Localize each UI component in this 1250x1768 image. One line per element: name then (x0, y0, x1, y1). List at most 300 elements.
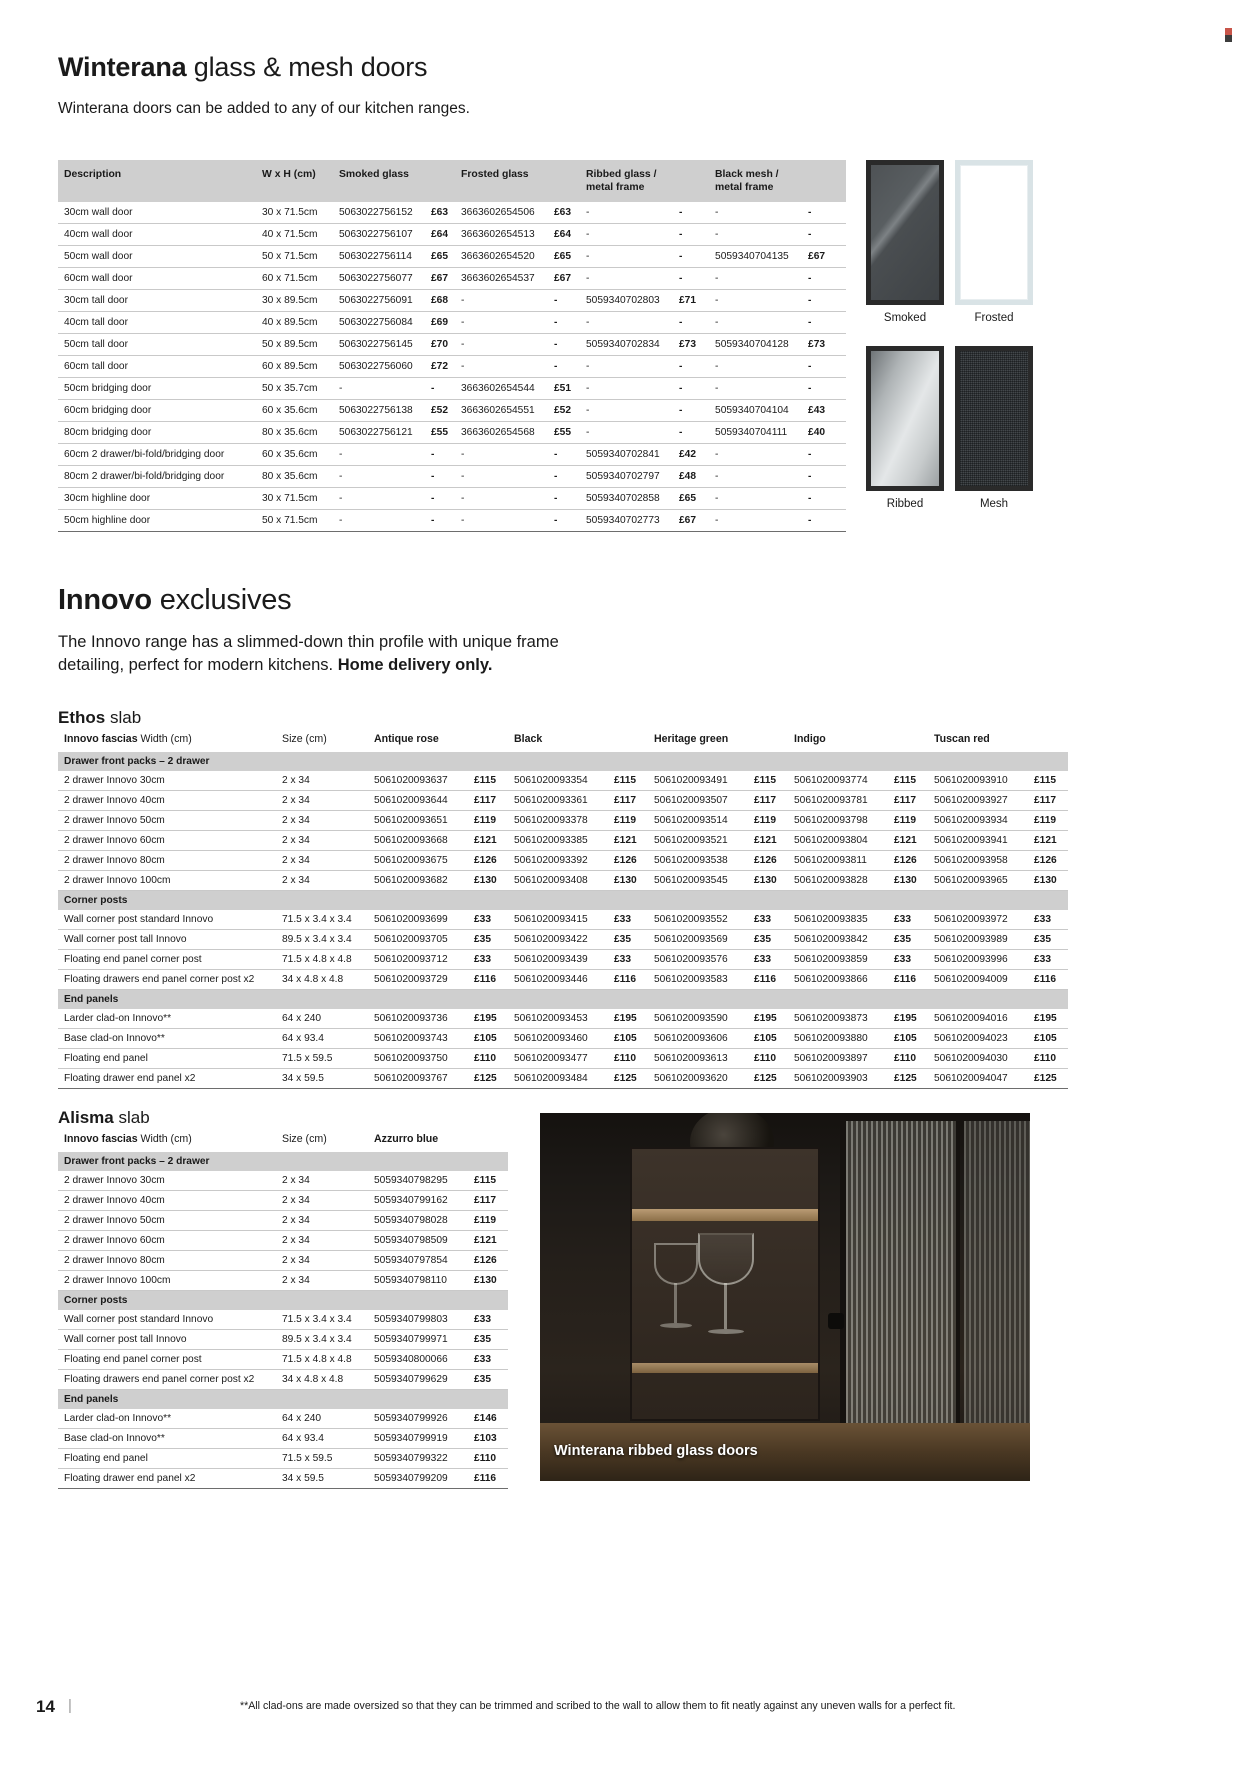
cell-code-1: 5061020093767 (368, 1069, 468, 1089)
cell-size: 71.5 x 59.5 (276, 1449, 368, 1469)
table-row (58, 312, 846, 334)
cell-frosted-code: 3663602654506 (455, 202, 548, 224)
cell-price-4: £117 (888, 791, 928, 811)
cell-price-1: £117 (468, 1191, 508, 1211)
cell-price-5: £117 (1028, 791, 1068, 811)
group-label: End panels (58, 1390, 508, 1410)
cell-smoked-price: £64 (425, 224, 455, 246)
table-row (58, 1029, 1068, 1049)
cell-frosted-code: 3663602654544 (455, 378, 548, 400)
cell-code-2: 5061020093361 (508, 791, 608, 811)
table-row (58, 224, 846, 246)
cell-price-2: £117 (608, 791, 648, 811)
cell-mesh-price: - (802, 510, 846, 532)
cell-price-4: £115 (888, 771, 928, 791)
innovo-heading-bold: Innovo (58, 584, 152, 616)
cell-price-1: £35 (468, 930, 508, 950)
table-row (58, 1251, 508, 1271)
cell-size: 71.5 x 3.4 x 3.4 (276, 1310, 368, 1330)
cell-code-4: 5061020093842 (788, 930, 888, 950)
cell-mesh-price: - (802, 202, 846, 224)
swatch-frosted-label: Frosted (974, 312, 1014, 324)
innovo-subtitle (58, 631, 678, 678)
cell-desc: 30cm highline door (58, 488, 256, 510)
table-group-header (58, 1291, 508, 1311)
ethos-title-bold: Ethos (58, 708, 106, 727)
cell-desc: 2 drawer Innovo 40cm (58, 1191, 276, 1211)
cell-desc: Floating drawer end panel x2 (58, 1069, 276, 1089)
cell-ribbed-price: - (673, 400, 709, 422)
photo-caption: Winterana ribbed glass doors (554, 1443, 758, 1459)
group-label: End panels (58, 990, 1068, 1010)
cell-frosted-price: £63 (548, 202, 580, 224)
table-row (58, 970, 1068, 990)
group-label: Drawer front packs – 2 drawer (58, 752, 1068, 771)
cell-size: 2 x 34 (276, 831, 368, 851)
cell-code-3: 5061020093583 (648, 970, 748, 990)
cell-size: 40 x 71.5cm (256, 224, 333, 246)
table-group-header (58, 1152, 508, 1171)
cell-mesh-code: - (709, 202, 802, 224)
cell-code-3: 5061020093606 (648, 1029, 748, 1049)
cell-mesh-code: - (709, 268, 802, 290)
cell-mesh-code: - (709, 224, 802, 246)
cell-code-4: 5061020093781 (788, 791, 888, 811)
table-row (58, 1370, 508, 1390)
innovo-subtitle-line2b: Home delivery only. (337, 656, 493, 675)
cell-price-3: £116 (748, 970, 788, 990)
cell-ribbed-code: 5059340702841 (580, 444, 673, 466)
cell-mesh-code: 5059340704128 (709, 334, 802, 356)
swatch-ribbed (866, 346, 944, 510)
cell-code-1: 5061020093705 (368, 930, 468, 950)
cell-price-2: £105 (608, 1029, 648, 1049)
cell-size: 2 x 34 (276, 1191, 368, 1211)
cell-price-1: £105 (468, 1029, 508, 1049)
table-row (58, 1049, 1068, 1069)
cell-price-4: £35 (888, 930, 928, 950)
cell-smoked-price: £63 (425, 202, 455, 224)
cell-smoked-code: 5063022756084 (333, 312, 425, 334)
cell-size: 71.5 x 59.5 (276, 1049, 368, 1069)
cell-desc: 80cm 2 drawer/bi-fold/bridging door (58, 466, 256, 488)
table-group-header (58, 1390, 508, 1410)
cell-price-4: £126 (888, 851, 928, 871)
cell-smoked-code: - (333, 466, 425, 488)
cell-smoked-code: - (333, 510, 425, 532)
cell-code-5: 5061020094009 (928, 970, 1028, 990)
cell-ribbed-price: - (673, 422, 709, 444)
cell-code-1: 5059340799803 (368, 1310, 468, 1330)
cell-desc: Floating end panel corner post (58, 1350, 276, 1370)
cell-code-2: 5061020093439 (508, 950, 608, 970)
cell-smoked-price: £52 (425, 400, 455, 422)
cell-price-1: £119 (468, 1211, 508, 1231)
cell-size: 60 x 35.6cm (256, 400, 333, 422)
col-description: Description (58, 160, 256, 202)
cell-mesh-price: £73 (802, 334, 846, 356)
cell-smoked-code: 5063022756077 (333, 268, 425, 290)
cell-ribbed-code: - (580, 356, 673, 378)
cell-code-2: 5061020093446 (508, 970, 608, 990)
cell-code-1: 5061020093743 (368, 1029, 468, 1049)
cell-price-4: £125 (888, 1069, 928, 1089)
winterana-table (58, 160, 846, 532)
cell-frosted-code: - (455, 334, 548, 356)
cell-smoked-code: 5063022756114 (333, 246, 425, 268)
table-row (58, 1009, 1068, 1029)
cell-desc: 50cm bridging door (58, 378, 256, 400)
cell-code-1: 5059340797854 (368, 1251, 468, 1271)
cell-desc: 2 drawer Innovo 80cm (58, 1251, 276, 1271)
table-row (58, 1350, 508, 1370)
cell-price-1: £110 (468, 1049, 508, 1069)
ethos-col-black: Black (508, 730, 648, 752)
cell-code-5: 5061020093910 (928, 771, 1028, 791)
table-row (58, 1171, 508, 1191)
cell-price-1: £33 (468, 950, 508, 970)
innovo-subtitle-line2a: detailing, perfect for modern kitchens. (58, 656, 338, 675)
cell-desc: 80cm bridging door (58, 422, 256, 444)
winterana-heading (58, 52, 427, 83)
cell-ribbed-price: - (673, 356, 709, 378)
cell-frosted-price: - (548, 488, 580, 510)
alisma-col-size: Size (cm) (276, 1130, 368, 1152)
cell-size: 34 x 59.5 (276, 1469, 368, 1489)
cell-desc: Floating drawer end panel x2 (58, 1469, 276, 1489)
cell-desc: 2 drawer Innovo 50cm (58, 1211, 276, 1231)
cell-desc: Wall corner post tall Innovo (58, 930, 276, 950)
cell-size: 2 x 34 (276, 791, 368, 811)
cell-desc: 2 drawer Innovo 30cm (58, 771, 276, 791)
cell-price-3: £110 (748, 1049, 788, 1069)
cell-code-3: 5061020093514 (648, 811, 748, 831)
cell-size: 89.5 x 3.4 x 3.4 (276, 930, 368, 950)
cell-code-5: 5061020093941 (928, 831, 1028, 851)
cell-price-1: £103 (468, 1429, 508, 1449)
table-row (58, 950, 1068, 970)
cell-code-5: 5061020094016 (928, 1009, 1028, 1029)
cell-desc: 60cm tall door (58, 356, 256, 378)
cell-code-2: 5061020093484 (508, 1069, 608, 1089)
cell-code-4: 5061020093897 (788, 1049, 888, 1069)
table-row (58, 930, 1068, 950)
cell-price-5: £125 (1028, 1069, 1068, 1089)
cell-size: 71.5 x 4.8 x 4.8 (276, 1350, 368, 1370)
swatch-smoked (866, 160, 944, 324)
cell-price-1: £121 (468, 831, 508, 851)
cell-price-1: £116 (468, 970, 508, 990)
table-row (58, 356, 846, 378)
footer-separator: | (68, 1697, 72, 1714)
cell-price-3: £119 (748, 811, 788, 831)
table-row (58, 1429, 508, 1449)
cell-price-5: £121 (1028, 831, 1068, 851)
cell-code-2: 5061020093378 (508, 811, 608, 831)
innovo-heading-rest: exclusives (151, 584, 292, 616)
cell-desc: 40cm tall door (58, 312, 256, 334)
cell-frosted-code: - (455, 356, 548, 378)
winterana-heading-rest: glass & mesh doors (186, 52, 428, 82)
col-smoked: Smoked glass (333, 160, 455, 202)
cell-code-3: 5061020093620 (648, 1069, 748, 1089)
table-row (58, 1330, 508, 1350)
cell-price-3: £35 (748, 930, 788, 950)
table-group-header (58, 891, 1068, 911)
cell-price-3: £121 (748, 831, 788, 851)
cell-frosted-code: - (455, 466, 548, 488)
cell-price-1: £116 (468, 1469, 508, 1489)
cell-mesh-price: - (802, 466, 846, 488)
cell-code-3: 5061020093491 (648, 771, 748, 791)
group-label: Corner posts (58, 1291, 508, 1311)
cell-smoked-code: 5063022756138 (333, 400, 425, 422)
cell-code-3: 5061020093569 (648, 930, 748, 950)
cell-frosted-price: £65 (548, 246, 580, 268)
cell-price-5: £35 (1028, 930, 1068, 950)
cell-frosted-price: - (548, 356, 580, 378)
cell-size: 2 x 34 (276, 811, 368, 831)
cell-ribbed-code: - (580, 422, 673, 444)
table-row (58, 871, 1068, 891)
cell-price-3: £33 (748, 910, 788, 930)
swatch-smoked-label: Smoked (883, 312, 927, 324)
cell-code-2: 5061020093460 (508, 1029, 608, 1049)
cell-size: 2 x 34 (276, 851, 368, 871)
cell-price-1: £146 (468, 1409, 508, 1429)
table-row (58, 444, 846, 466)
cell-size: 50 x 89.5cm (256, 334, 333, 356)
table-row (58, 1069, 1068, 1089)
cell-code-1: 5061020093699 (368, 910, 468, 930)
cell-smoked-code: 5063022756145 (333, 334, 425, 356)
winterana-header-row (58, 160, 846, 202)
innovo-heading (58, 584, 291, 617)
cell-mesh-code: 5059340704111 (709, 422, 802, 444)
cell-price-4: £116 (888, 970, 928, 990)
cell-size: 80 x 35.6cm (256, 466, 333, 488)
cell-desc: 2 drawer Innovo 50cm (58, 811, 276, 831)
cell-desc: Floating drawers end panel corner post x2 (58, 1370, 276, 1390)
cell-mesh-code: - (709, 488, 802, 510)
cell-desc: 2 drawer Innovo 60cm (58, 831, 276, 851)
cell-size: 71.5 x 4.8 x 4.8 (276, 950, 368, 970)
cell-desc: Floating end panel (58, 1049, 276, 1069)
cell-code-2: 5061020093477 (508, 1049, 608, 1069)
cell-code-1: 5059340799162 (368, 1191, 468, 1211)
cell-mesh-price: - (802, 312, 846, 334)
cell-frosted-code: 3663602654568 (455, 422, 548, 444)
cell-price-5: £110 (1028, 1049, 1068, 1069)
ethos-col-heritage-green: Heritage green (648, 730, 788, 752)
cell-price-1: £125 (468, 1069, 508, 1089)
cell-mesh-code: - (709, 444, 802, 466)
cell-desc: 60cm 2 drawer/bi-fold/bridging door (58, 444, 256, 466)
cell-frosted-code: 3663602654520 (455, 246, 548, 268)
cell-code-1: 5061020093675 (368, 851, 468, 871)
table-row (58, 1191, 508, 1211)
cell-ribbed-price: £71 (673, 290, 709, 312)
cell-price-5: £105 (1028, 1029, 1068, 1049)
cell-smoked-price: £67 (425, 268, 455, 290)
cell-size: 2 x 34 (276, 1231, 368, 1251)
cell-size: 40 x 89.5cm (256, 312, 333, 334)
cell-desc: 50cm tall door (58, 334, 256, 356)
cell-size: 34 x 59.5 (276, 1069, 368, 1089)
table-row (58, 1271, 508, 1291)
cell-frosted-code: - (455, 290, 548, 312)
table-row (58, 466, 846, 488)
cell-smoked-price: - (425, 444, 455, 466)
cell-code-1: 5059340799971 (368, 1330, 468, 1350)
table-row (58, 400, 846, 422)
cell-desc: Wall corner post standard Innovo (58, 1310, 276, 1330)
cell-ribbed-price: £67 (673, 510, 709, 532)
cell-code-4: 5061020093798 (788, 811, 888, 831)
cell-smoked-price: - (425, 488, 455, 510)
cell-price-3: £115 (748, 771, 788, 791)
cell-desc: 2 drawer Innovo 100cm (58, 871, 276, 891)
cell-code-1: 5059340798110 (368, 1271, 468, 1291)
table-row (58, 1231, 508, 1251)
cell-size: 89.5 x 3.4 x 3.4 (276, 1330, 368, 1350)
cell-price-5: £33 (1028, 950, 1068, 970)
cell-price-1: £33 (468, 910, 508, 930)
cell-price-1: £195 (468, 1009, 508, 1029)
cell-frosted-price: £67 (548, 268, 580, 290)
cell-ribbed-code: 5059340702834 (580, 334, 673, 356)
cell-price-1: £117 (468, 791, 508, 811)
table-row (58, 851, 1068, 871)
cell-price-3: £195 (748, 1009, 788, 1029)
cell-code-5: 5061020093965 (928, 871, 1028, 891)
ethos-col-fascias (58, 730, 276, 752)
cell-mesh-code: - (709, 466, 802, 488)
cell-code-4: 5061020093903 (788, 1069, 888, 1089)
cell-code-4: 5061020093804 (788, 831, 888, 851)
cell-price-4: £195 (888, 1009, 928, 1029)
cell-mesh-code: - (709, 312, 802, 334)
cell-desc: Floating drawers end panel corner post x2 (58, 970, 276, 990)
winterana-product-photo (540, 1113, 1030, 1481)
cell-desc: 50cm highline door (58, 510, 256, 532)
cell-code-5: 5061020093958 (928, 851, 1028, 871)
cell-code-5: 5061020093927 (928, 791, 1028, 811)
table-row (58, 290, 846, 312)
col-mesh-l1: Black mesh / (715, 169, 779, 180)
col-size: W x H (cm) (256, 160, 333, 202)
cell-price-1: £130 (468, 1271, 508, 1291)
cell-code-5: 5061020094023 (928, 1029, 1028, 1049)
cell-mesh-code: - (709, 510, 802, 532)
cell-price-2: £33 (608, 910, 648, 930)
cell-price-3: £33 (748, 950, 788, 970)
cell-size: 34 x 4.8 x 4.8 (276, 970, 368, 990)
cell-price-2: £130 (608, 871, 648, 891)
table-row (58, 831, 1068, 851)
cell-price-5: £126 (1028, 851, 1068, 871)
alisma-slab-title (58, 1108, 150, 1128)
cell-code-1: 5061020093750 (368, 1049, 468, 1069)
table-group-header (58, 752, 1068, 771)
cell-ribbed-code: 5059340702858 (580, 488, 673, 510)
cell-code-5: 5061020093972 (928, 910, 1028, 930)
cell-smoked-code: 5063022756152 (333, 202, 425, 224)
cell-size: 34 x 4.8 x 4.8 (276, 1370, 368, 1390)
cell-size: 64 x 240 (276, 1009, 368, 1029)
cell-price-2: £126 (608, 851, 648, 871)
cell-price-4: £33 (888, 910, 928, 930)
cell-frosted-code: - (455, 312, 548, 334)
footnote: **All clad-ons are made oversized so that they can be trimmed and scribed to the wall to allow them to fit neatly against any uneven walls for a perfect fit. (240, 1700, 956, 1712)
cell-code-1: 5061020093651 (368, 811, 468, 831)
cell-size: 2 x 34 (276, 871, 368, 891)
cell-code-3: 5061020093538 (648, 851, 748, 871)
cell-ribbed-price: £48 (673, 466, 709, 488)
cell-smoked-price: £72 (425, 356, 455, 378)
cell-price-2: £195 (608, 1009, 648, 1029)
cell-code-3: 5061020093552 (648, 910, 748, 930)
cell-price-4: £119 (888, 811, 928, 831)
cell-code-1: 5061020093682 (368, 871, 468, 891)
cell-desc: 2 drawer Innovo 80cm (58, 851, 276, 871)
ethos-col-fascias-light: Width (cm) (137, 733, 192, 745)
cell-frosted-code: 3663602654513 (455, 224, 548, 246)
table-row (58, 334, 846, 356)
cell-desc: 40cm wall door (58, 224, 256, 246)
cell-mesh-code: 5059340704104 (709, 400, 802, 422)
cell-smoked-code: - (333, 488, 425, 510)
table-row (58, 910, 1068, 930)
cell-mesh-price: £43 (802, 400, 846, 422)
cell-ribbed-price: £73 (673, 334, 709, 356)
cell-desc: 60cm wall door (58, 268, 256, 290)
cell-ribbed-code: - (580, 400, 673, 422)
cell-frosted-code: 3663602654537 (455, 268, 548, 290)
cell-frosted-price: - (548, 466, 580, 488)
cell-smoked-price: - (425, 466, 455, 488)
cell-desc: Floating end panel (58, 1449, 276, 1469)
cell-code-4: 5061020093873 (788, 1009, 888, 1029)
cell-smoked-price: £69 (425, 312, 455, 334)
cell-size: 60 x 71.5cm (256, 268, 333, 290)
cell-code-5: 5061020093934 (928, 811, 1028, 831)
cell-price-1: £35 (468, 1330, 508, 1350)
cell-mesh-price: - (802, 356, 846, 378)
cell-price-1: £126 (468, 851, 508, 871)
table-row (58, 246, 846, 268)
cell-size: 60 x 89.5cm (256, 356, 333, 378)
cell-price-1: £119 (468, 811, 508, 831)
cell-code-4: 5061020093866 (788, 970, 888, 990)
swatch-mesh (955, 346, 1033, 510)
alisma-title-bold: Alisma (58, 1108, 114, 1127)
cell-desc: 50cm wall door (58, 246, 256, 268)
cell-price-5: £115 (1028, 771, 1068, 791)
cell-desc: Floating end panel corner post (58, 950, 276, 970)
cell-code-4: 5061020093811 (788, 851, 888, 871)
page-number: 14 (36, 1697, 55, 1716)
cell-ribbed-price: £42 (673, 444, 709, 466)
cell-mesh-price: - (802, 444, 846, 466)
table-row (58, 1211, 508, 1231)
cell-mesh-price: £67 (802, 246, 846, 268)
cell-code-1: 5061020093668 (368, 831, 468, 851)
table-row (58, 488, 846, 510)
cell-frosted-price: £55 (548, 422, 580, 444)
cell-frosted-price: - (548, 510, 580, 532)
table-row (58, 1449, 508, 1469)
